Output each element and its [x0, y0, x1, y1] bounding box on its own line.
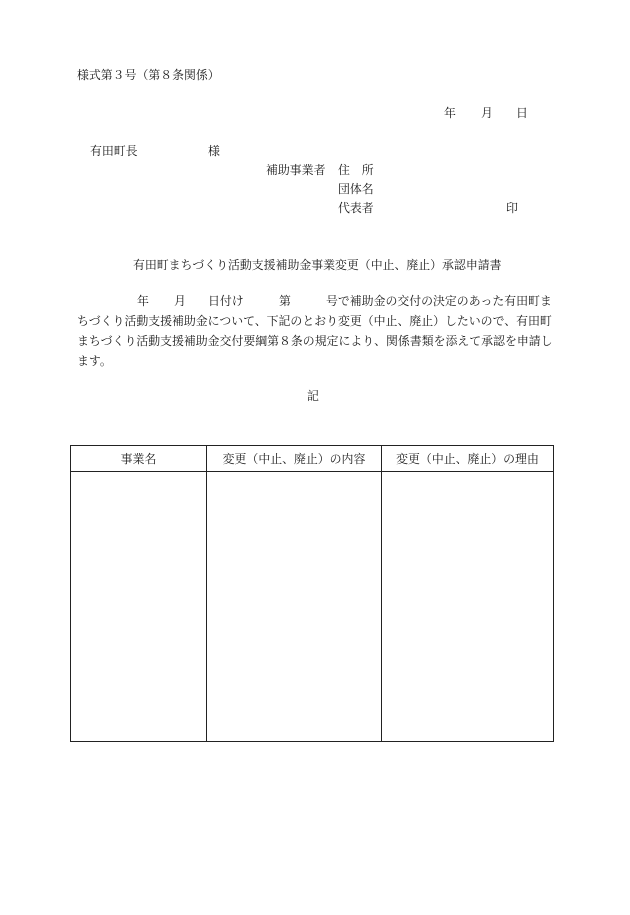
body-line: ます。 [77, 354, 112, 368]
change-details-table [70, 445, 554, 742]
applicant-label: 補助事業者 [266, 163, 326, 177]
representative-label: 代表者 [338, 201, 374, 215]
seal-label: 印 [506, 201, 518, 215]
body-year-label: 年 [137, 294, 149, 308]
table-cell-change-content [207, 472, 382, 742]
organization-label: 団体名 [338, 182, 374, 196]
table-header-project-name: 事業名 [71, 446, 207, 472]
body-day-label: 日付け [208, 294, 244, 308]
table-header-change-reason: 変更（中止、廃止）の理由 [382, 446, 554, 472]
addressee-name: 有田町長 [90, 144, 138, 158]
body-line: まちづくり活動支援補助金交付要綱第８条の規定により、関係書類を添えて承認を申請し [77, 334, 553, 348]
note-heading: 記 [307, 389, 319, 403]
table-cell-change-reason [382, 472, 554, 742]
date-day-label: 日 [516, 106, 528, 120]
form-number: 様式第３号（第８条関係） [77, 68, 220, 82]
body-month-label: 月 [174, 294, 186, 308]
address-label: 住 所 [338, 163, 374, 177]
body-line1-rest: 号で補助金の交付の決定のあった有田町ま [326, 294, 552, 308]
table-header-change-content: 変更（中止、廃止）の内容 [207, 446, 382, 472]
table-cell-project-name [71, 472, 207, 742]
date-year-label: 年 [444, 106, 456, 120]
document-title: 有田町まちづくり活動支援補助金事業変更（中止、廃止）承認申請書 [133, 258, 502, 272]
body-number-prefix: 第 [279, 294, 291, 308]
date-month-label: 月 [481, 106, 493, 120]
addressee-honorific: 様 [208, 144, 220, 158]
body-line: ちづくり活動支援補助金について、下記のとおり変更（中止、廃止）したいので、有田町 [77, 314, 552, 328]
